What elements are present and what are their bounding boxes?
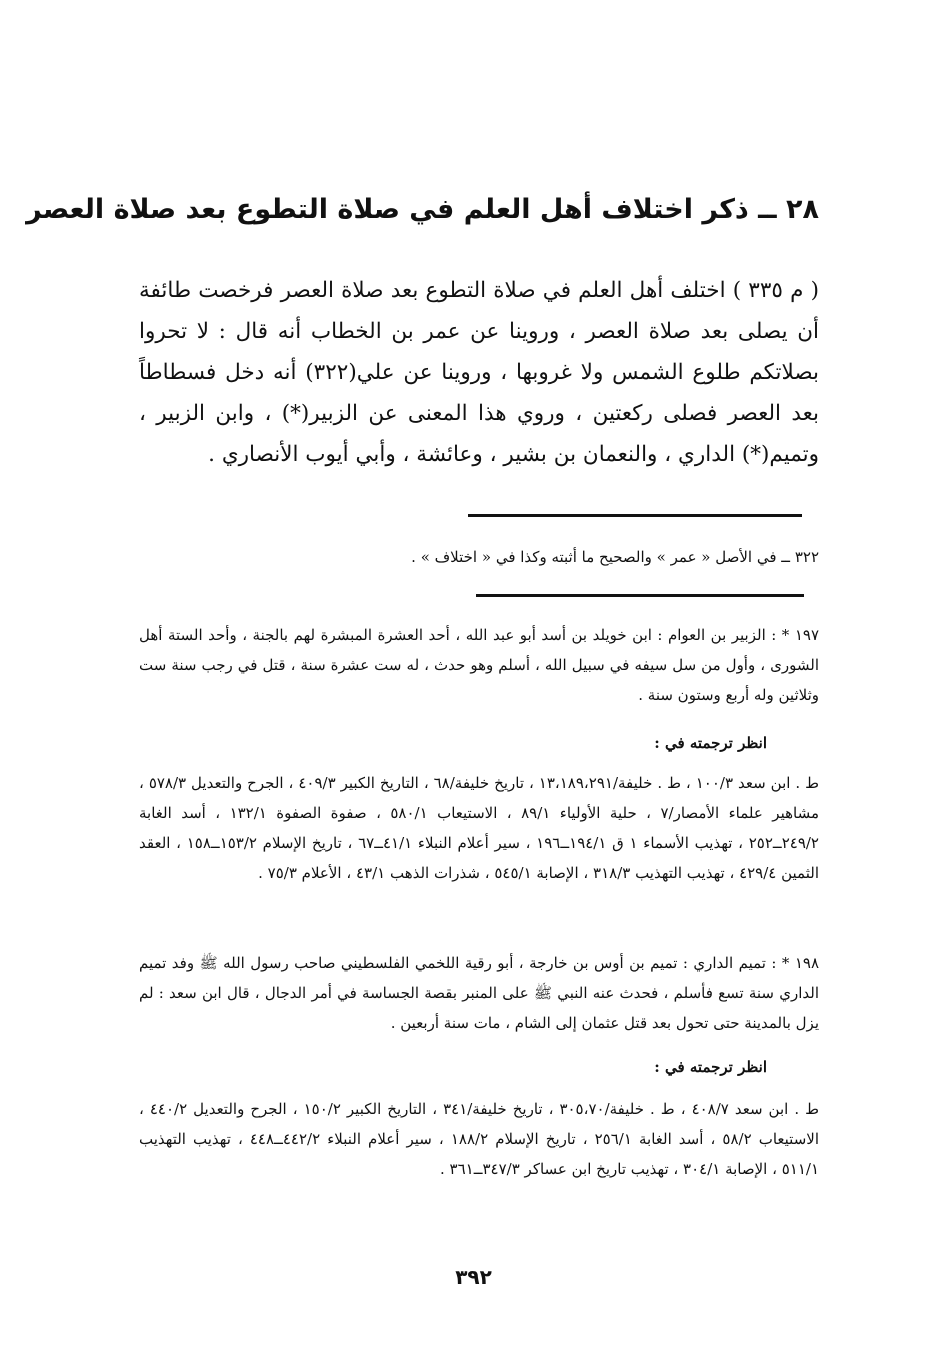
references-197: ط . ابن سعد ١٠٠/٣ ، ط . خليفة/١٣،١٨٩،٢٩١ ، تاريخ خليفة/٦٨ ، التاريخ الكبير ٤٠٩/٣ ، الجرح والتعديل ٥٧٨/٣ ، مشاهير علماء الأمصار/٧ ، حلية الأولياء ٨٩/١ ، الاستيعاب ٥٨٠/١ ، صفوة الصفوة ١٣٢/١ ، أسد الغابة ٢٤٩/٢ــ٢٥٢ ، تهذيب الأسماء ١ ق ١٩٤/١ــ١٩٦ ، سير أعلام النبلاء ٤١/١ــ٦٧ ، تاريخ الإسلام ١٥٣/٢ــ١٥٨ ، العقد الثمين ٤٢٩/٤ ، تهذيب التهذيب ٣١٨/٣ ، الإصابة ٥٤٥/١ ، شذرات الذهب ٤٣/١ ، الأعلام ٧٥/٣ . [139,774,819,882]
footnote-separator [468,514,802,517]
references-198: ط . ابن سعد ٤٠٨/٧ ، ط . خليفة/٣٠٥،٧٠ ، تاريخ خليفة/٣٤١ ، التاريخ الكبير ١٥٠/٢ ، الجرح والتعديل ٤٤٠/٢ ، الاستيعاب ٥٨/٢ ، أسد الغابة ٢٥٦/١ ، تاريخ الإسلام ١٨٨/٢ ، سير أعلام النبلاء ٤٤٢/٢ــ٤٤٨ ، تهذيب التهذيب ٥١١/١ ، الإصابة ٣٠٤/١ ، تهذيب تاريخ ابن عساكر ٣٤٧/٣ــ٣٦١ . [139,1100,819,1178]
chapter-heading: ٢٨ ــ ذكر اختلاف أهل العلم في صلاة التطوع بعد صلاة العصر [26,194,819,225]
see-translation-label-197: انظر ترجمته في : [654,734,767,752]
main-paragraph: ( م ٣٣٥ ) اختلف أهل العلم في صلاة التطوع بعد صلاة العصر فرخصت طائفة أن يصلى بعد صلاة العصر ، وروينا عن عمر بن الخطاب أنه قال : لا تحروا بصلاتكم طلوع الشمس ولا غروبها ، وروينا عن علي(٣٢٢) أنه دخل فسطاطاً بعد العصر فصلى ركعتين ، وروي هذا المعنى عن الزبير(*) ، وابن الزبير ، وتميم(*) الداري ، والنعمان بن بشير ، وعائشة ، وأبي أيوب الأنصاري . [139,278,820,467]
page-number: ٣٩٢ [455,1265,492,1289]
biography-separator [476,594,804,597]
footnote-322: ٣٢٢ ــ في الأصل « عمر » والصحيح ما أثبته وكذا في « اختلاف » . [411,548,819,566]
see-translation-label-198: انظر ترجمته في : [654,1058,767,1076]
biography-197: ١٩٧ * : الزبير بن العوام : ابن خويلد بن أسد أبو عبد الله ، أحد العشرة المبشرة لهم بالجنة ، وأحد الستة أهل الشورى ، وأول من سل سيفه في سبيل الله ، أسلم وهو حدث ، له ست عشرة سنة ، قتل في رجب سنة ست وثلاثين وله أربع وستون سنة . [139,626,819,704]
biography-198: ١٩٨ * : تميم الداري : تميم بن أوس بن خارجة ، أبو رقية اللخمي الفلسطيني صاحب رسول الله ﷺ وفد تميم الداري سنة تسع فأسلم ، فحدث عنه النبي ﷺ على المنبر بقصة الجساسة في أمر الدجال ، قال ابن سعد : لم يزل بالمدينة حتى تحول بعد قتل عثمان إلى الشام ، مات سنة أربعين . [139,954,819,1032]
